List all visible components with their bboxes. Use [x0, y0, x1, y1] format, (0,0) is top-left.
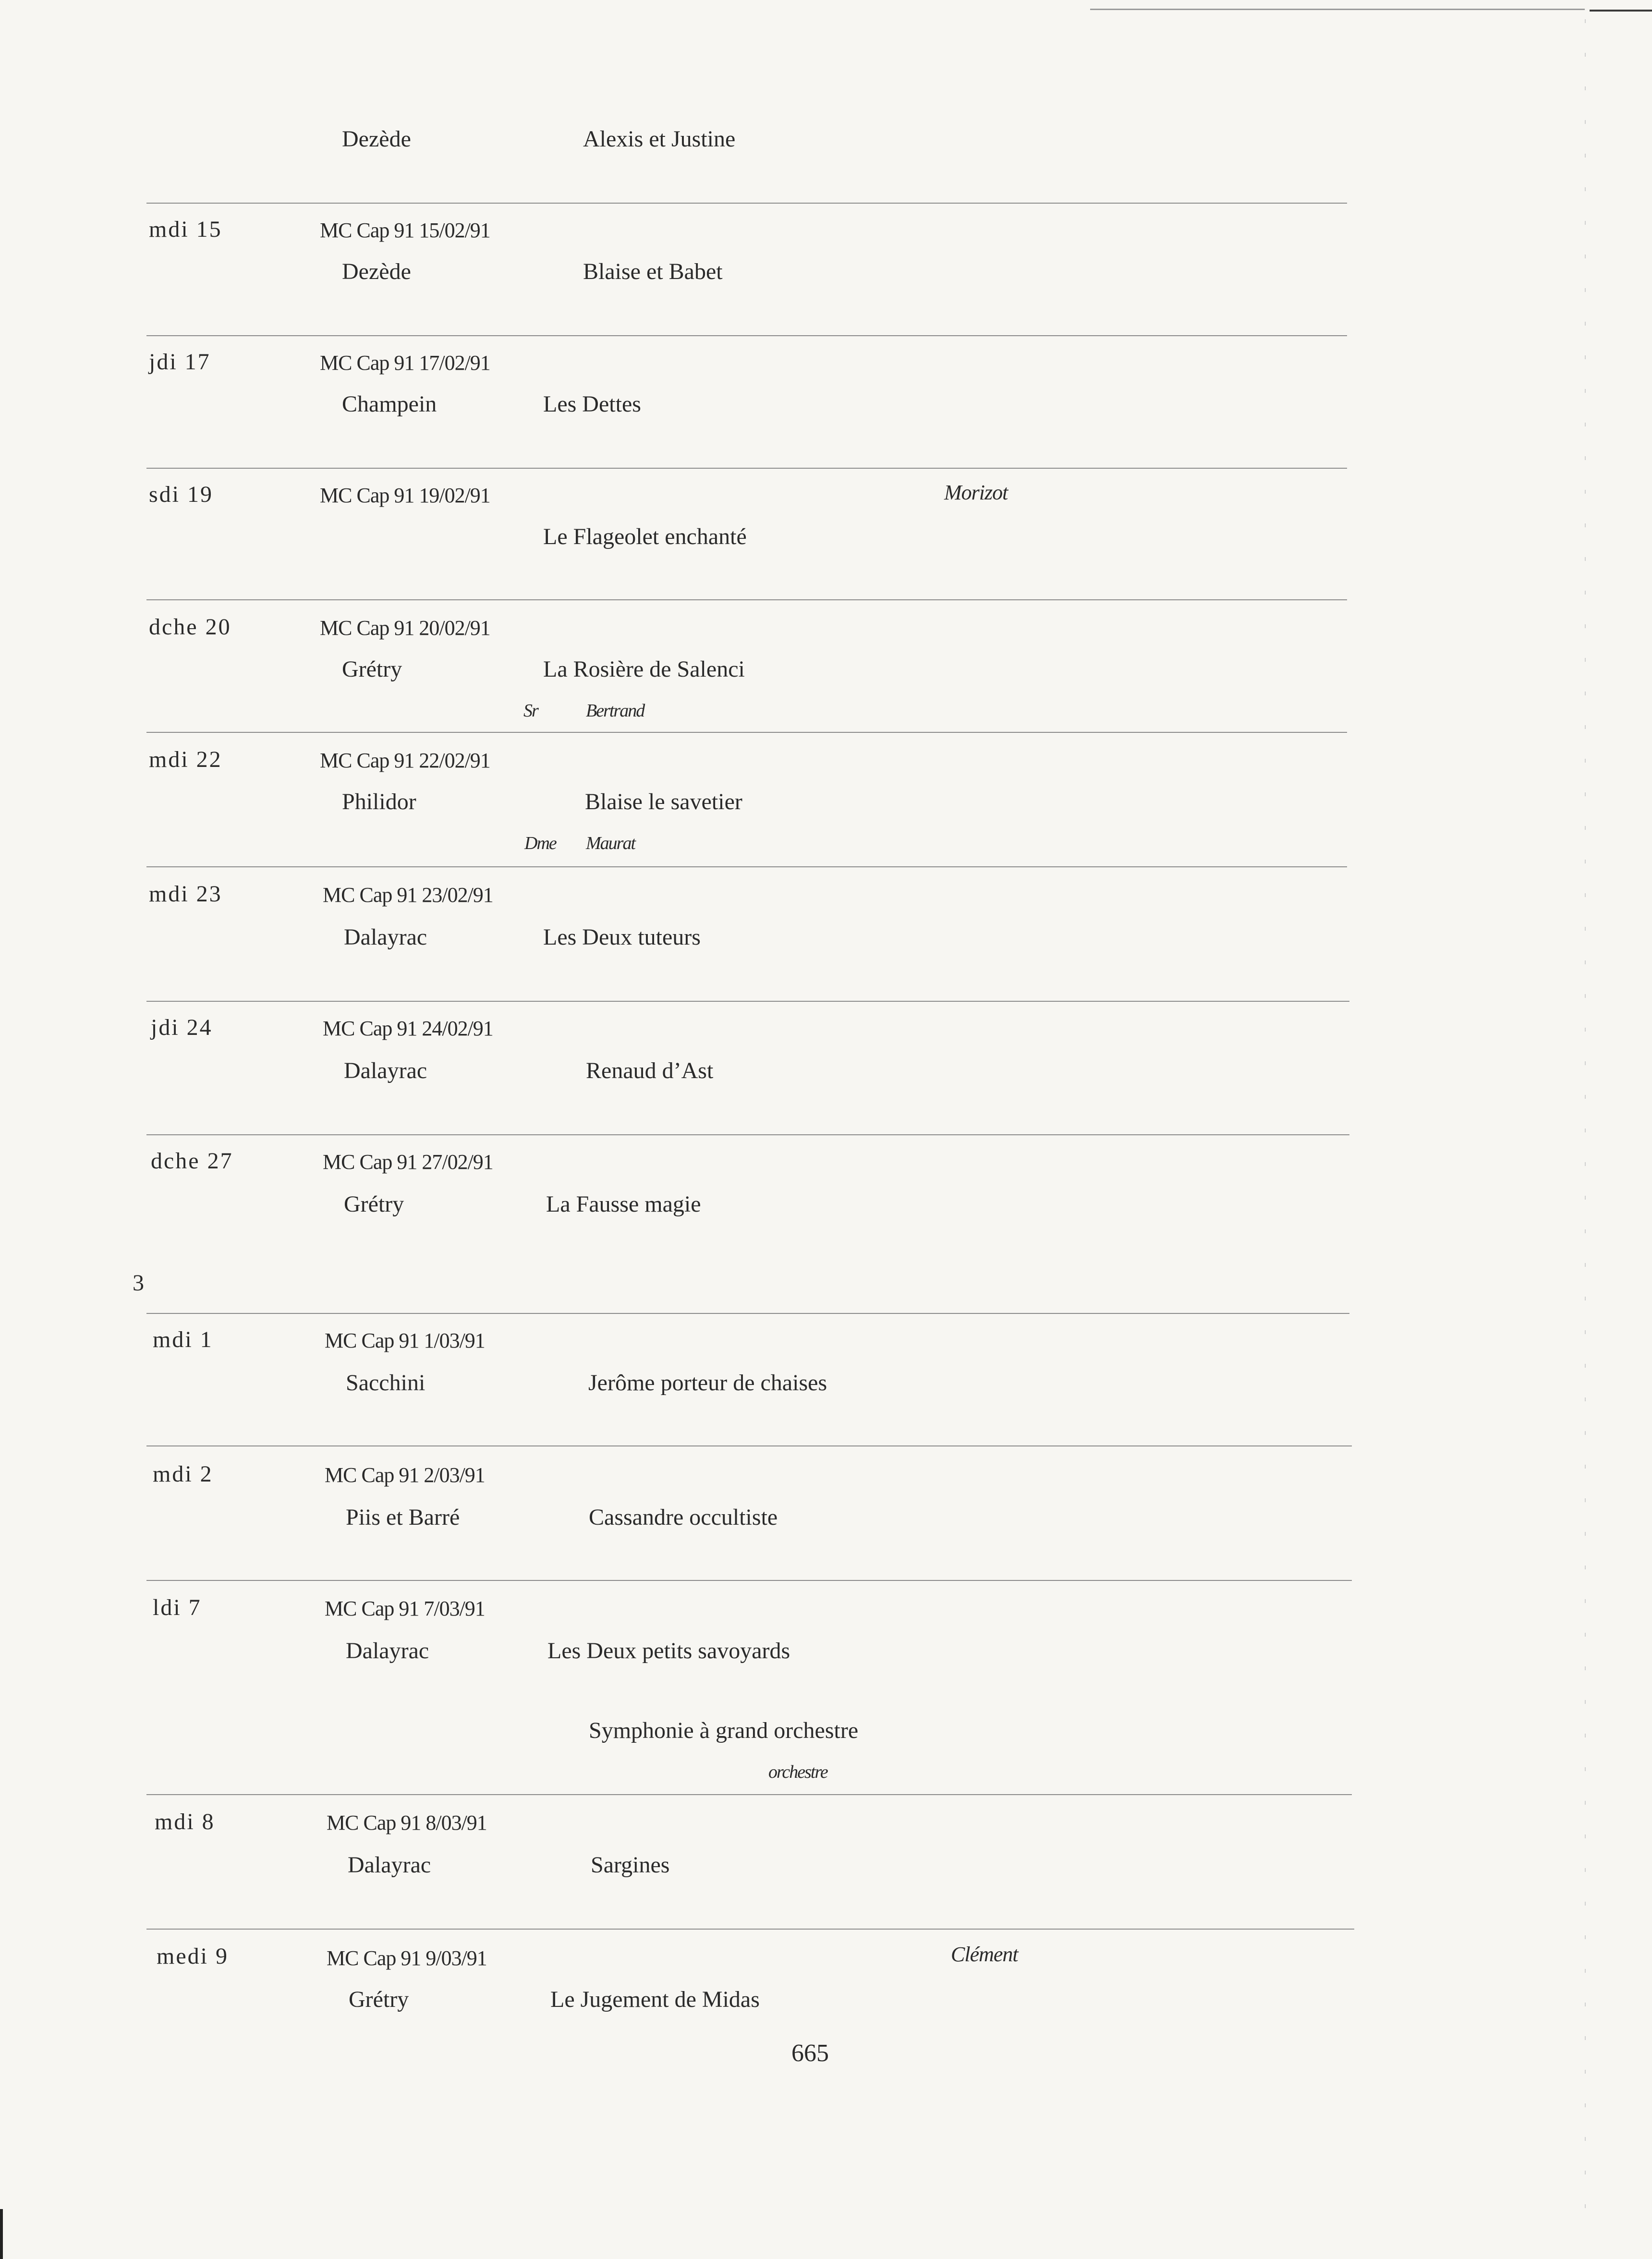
archive-ref: MC Cap 91 27/02/91 — [323, 1150, 493, 1174]
archive-ref: MC Cap 91 19/02/91 — [320, 484, 490, 507]
title: Renaud d’Ast — [586, 1058, 714, 1083]
divider — [146, 866, 1347, 867]
title: Cassandre occultiste — [589, 1505, 778, 1530]
day: medi 9 — [157, 1943, 229, 1969]
day: mdi 1 — [153, 1327, 213, 1352]
composer: Grétry — [349, 1987, 409, 2012]
composer: Philidor — [342, 789, 416, 814]
title-secondary: Symphonie à grand orchestre — [589, 1718, 859, 1743]
archive-ref: MC Cap 91 9/03/91 — [327, 1946, 487, 1970]
archive-ref: MC Cap 91 1/03/91 — [325, 1329, 485, 1352]
page-edge-mark — [1590, 10, 1652, 12]
title: Le Jugement de Midas — [550, 1987, 760, 2012]
composer: Sacchini — [346, 1370, 425, 1396]
performer-note: Bertrand — [586, 701, 644, 721]
divider — [146, 1134, 1349, 1135]
divider — [146, 1313, 1349, 1314]
archive-ref: MC Cap 91 7/03/91 — [325, 1597, 485, 1620]
performer-title: Dme — [524, 833, 556, 853]
day: mdi 22 — [149, 747, 222, 772]
divider — [146, 203, 1347, 204]
day: mdi 15 — [149, 217, 222, 242]
divider — [146, 1580, 1352, 1581]
day: dche 20 — [149, 614, 231, 640]
title: Les Dettes — [543, 391, 641, 417]
title: Blaise et Babet — [583, 259, 723, 284]
archive-ref: MC Cap 91 15/02/91 — [320, 219, 490, 242]
title: Sargines — [591, 1852, 670, 1878]
day: dche 27 — [151, 1148, 233, 1174]
day: mdi 2 — [153, 1461, 213, 1487]
performer-note: orchestre — [768, 1762, 827, 1782]
page-edge-right — [1585, 19, 1586, 2228]
performer-note: Morizot — [944, 481, 1008, 504]
month-marker: 3 — [133, 1270, 144, 1296]
divider — [146, 1001, 1349, 1002]
title: La Rosière de Salenci — [543, 656, 745, 682]
divider — [146, 1929, 1354, 1930]
title: Les Deux petits savoyards — [547, 1638, 790, 1664]
title: Jerôme porteur de chaises — [588, 1370, 827, 1396]
day: mdi 8 — [155, 1809, 215, 1834]
day: sdi 19 — [149, 482, 214, 507]
day: ldi 7 — [153, 1595, 202, 1620]
archive-ref: MC Cap 91 22/02/91 — [320, 749, 490, 772]
composer: Champein — [342, 391, 437, 417]
title: Le Flageolet enchanté — [543, 524, 747, 549]
composer: Grétry — [342, 656, 402, 682]
divider — [146, 335, 1347, 336]
composer: Dezède — [342, 259, 411, 284]
page-edge-top — [1090, 9, 1585, 10]
archive-ref: MC Cap 91 2/03/91 — [325, 1463, 485, 1487]
title: La Fausse magie — [546, 1191, 701, 1217]
performer-title: Sr — [523, 701, 538, 721]
day: mdi 23 — [149, 881, 222, 907]
divider — [146, 468, 1347, 469]
title: Alexis et Justine — [583, 126, 736, 152]
day: jdi 17 — [149, 349, 211, 375]
archive-ref: MC Cap 91 20/02/91 — [320, 616, 490, 640]
divider — [146, 1445, 1352, 1446]
divider — [146, 599, 1347, 600]
day: jdi 24 — [151, 1015, 213, 1040]
divider — [146, 732, 1347, 733]
performer-note: Maurat — [586, 833, 635, 853]
page-edge-left — [0, 2209, 3, 2259]
composer: Dezède — [342, 126, 411, 152]
title: Blaise le savetier — [585, 789, 742, 814]
composer: Grétry — [344, 1191, 404, 1217]
composer: Dalayrac — [348, 1852, 431, 1878]
divider — [146, 1794, 1352, 1795]
composer: Dalayrac — [346, 1638, 429, 1664]
composer: Piis et Barré — [346, 1505, 460, 1530]
archive-ref: MC Cap 91 23/02/91 — [323, 883, 493, 907]
title: Les Deux tuteurs — [543, 924, 701, 950]
page-number: 665 — [791, 2040, 829, 2067]
archive-ref: MC Cap 91 17/02/91 — [320, 351, 490, 375]
composer: Dalayrac — [344, 924, 427, 950]
archive-ref: MC Cap 91 24/02/91 — [323, 1017, 493, 1040]
performer-note: Clément — [951, 1943, 1018, 1966]
composer: Dalayrac — [344, 1058, 427, 1083]
archive-ref: MC Cap 91 8/03/91 — [327, 1811, 487, 1834]
